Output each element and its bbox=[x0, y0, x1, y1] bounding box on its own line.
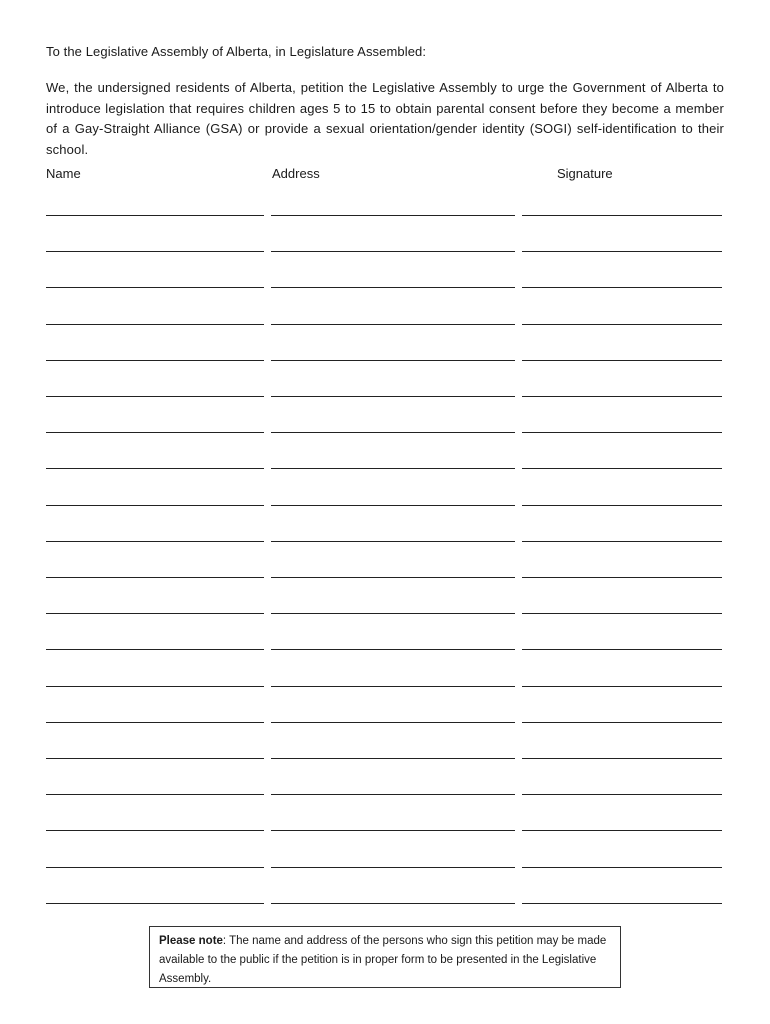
signature-line[interactable] bbox=[522, 722, 722, 723]
name-line[interactable] bbox=[46, 396, 264, 397]
signature-row bbox=[0, 432, 770, 434]
name-line[interactable] bbox=[46, 360, 264, 361]
signature-line[interactable] bbox=[522, 577, 722, 578]
address-line[interactable] bbox=[271, 903, 515, 904]
address-line[interactable] bbox=[271, 396, 515, 397]
signature-row bbox=[0, 541, 770, 543]
name-line[interactable] bbox=[46, 324, 264, 325]
salutation: To the Legislative Assembly of Alberta, in Legislature Assembled: bbox=[46, 44, 427, 59]
signature-line[interactable] bbox=[522, 686, 722, 687]
signature-row bbox=[0, 758, 770, 760]
name-line[interactable] bbox=[46, 830, 264, 831]
signature-line[interactable] bbox=[522, 251, 722, 252]
signature-row bbox=[0, 613, 770, 615]
signature-row bbox=[0, 324, 770, 326]
signature-line[interactable] bbox=[522, 794, 722, 795]
signature-row bbox=[0, 903, 770, 905]
name-line[interactable] bbox=[46, 903, 264, 904]
name-line[interactable] bbox=[46, 686, 264, 687]
signature-row bbox=[0, 722, 770, 724]
petition-text: We, the undersigned residents of Alberta, petition the Legislative Assembly to urge the Government of Alberta to introduce legislation that requires children ages 5 to 15 to obtain parental consent before they become a member of a Gay-Straight Alliance (GSA) or provide a sexual orientation/gender identity (SOGI) self-identification to their school. bbox=[46, 80, 724, 157]
signature-line[interactable] bbox=[522, 287, 722, 288]
name-line[interactable] bbox=[46, 251, 264, 252]
signature-line[interactable] bbox=[522, 396, 722, 397]
address-line[interactable] bbox=[271, 215, 515, 216]
address-line[interactable] bbox=[271, 324, 515, 325]
signature-line[interactable] bbox=[522, 360, 722, 361]
signature-row bbox=[0, 360, 770, 362]
signature-row bbox=[0, 468, 770, 470]
address-line[interactable] bbox=[271, 686, 515, 687]
signature-line[interactable] bbox=[522, 432, 722, 433]
address-line[interactable] bbox=[271, 360, 515, 361]
signature-row bbox=[0, 649, 770, 651]
address-line[interactable] bbox=[271, 830, 515, 831]
address-line[interactable] bbox=[271, 287, 515, 288]
note-label: Please note bbox=[159, 935, 223, 947]
signature-row bbox=[0, 505, 770, 507]
name-line[interactable] bbox=[46, 468, 264, 469]
address-line[interactable] bbox=[271, 432, 515, 433]
signature-row bbox=[0, 287, 770, 289]
address-line[interactable] bbox=[271, 468, 515, 469]
address-line[interactable] bbox=[271, 758, 515, 759]
name-line[interactable] bbox=[46, 722, 264, 723]
name-line[interactable] bbox=[46, 215, 264, 216]
signature-line[interactable] bbox=[522, 505, 722, 506]
signature-row bbox=[0, 686, 770, 688]
address-line[interactable] bbox=[271, 505, 515, 506]
signature-line[interactable] bbox=[522, 613, 722, 614]
name-line[interactable] bbox=[46, 432, 264, 433]
column-header-signature: Signature bbox=[557, 166, 613, 181]
address-line[interactable] bbox=[271, 251, 515, 252]
column-header-address: Address bbox=[272, 166, 320, 181]
name-line[interactable] bbox=[46, 758, 264, 759]
column-header-name: Name bbox=[46, 166, 81, 181]
signature-line[interactable] bbox=[522, 324, 722, 325]
signature-line[interactable] bbox=[522, 649, 722, 650]
signature-line[interactable] bbox=[522, 468, 722, 469]
address-line[interactable] bbox=[271, 649, 515, 650]
signature-row bbox=[0, 830, 770, 832]
name-line[interactable] bbox=[46, 541, 264, 542]
name-line[interactable] bbox=[46, 577, 264, 578]
name-line[interactable] bbox=[46, 613, 264, 614]
signature-row bbox=[0, 794, 770, 796]
signature-row bbox=[0, 251, 770, 253]
name-line[interactable] bbox=[46, 649, 264, 650]
signature-line[interactable] bbox=[522, 867, 722, 868]
signature-line[interactable] bbox=[522, 215, 722, 216]
note-separator: : bbox=[222, 935, 227, 947]
signature-row bbox=[0, 396, 770, 398]
signature-row bbox=[0, 215, 770, 217]
address-line[interactable] bbox=[271, 577, 515, 578]
signature-line[interactable] bbox=[522, 903, 722, 904]
signature-line[interactable] bbox=[522, 541, 722, 542]
address-line[interactable] bbox=[271, 613, 515, 614]
address-line[interactable] bbox=[271, 541, 515, 542]
name-line[interactable] bbox=[46, 505, 264, 506]
note-text: The name and address of the persons who sign this petition may be made available to the public if the petition is in proper form to be presented in the Legislative Assembly. bbox=[159, 935, 607, 985]
address-line[interactable] bbox=[271, 794, 515, 795]
name-line[interactable] bbox=[46, 287, 264, 288]
signature-row bbox=[0, 577, 770, 579]
signature-line[interactable] bbox=[522, 830, 722, 831]
address-line[interactable] bbox=[271, 867, 515, 868]
signature-line[interactable] bbox=[522, 758, 722, 759]
privacy-note-box bbox=[149, 926, 621, 988]
address-line[interactable] bbox=[271, 722, 515, 723]
name-line[interactable] bbox=[46, 794, 264, 795]
signature-row bbox=[0, 867, 770, 869]
name-line[interactable] bbox=[46, 867, 264, 868]
